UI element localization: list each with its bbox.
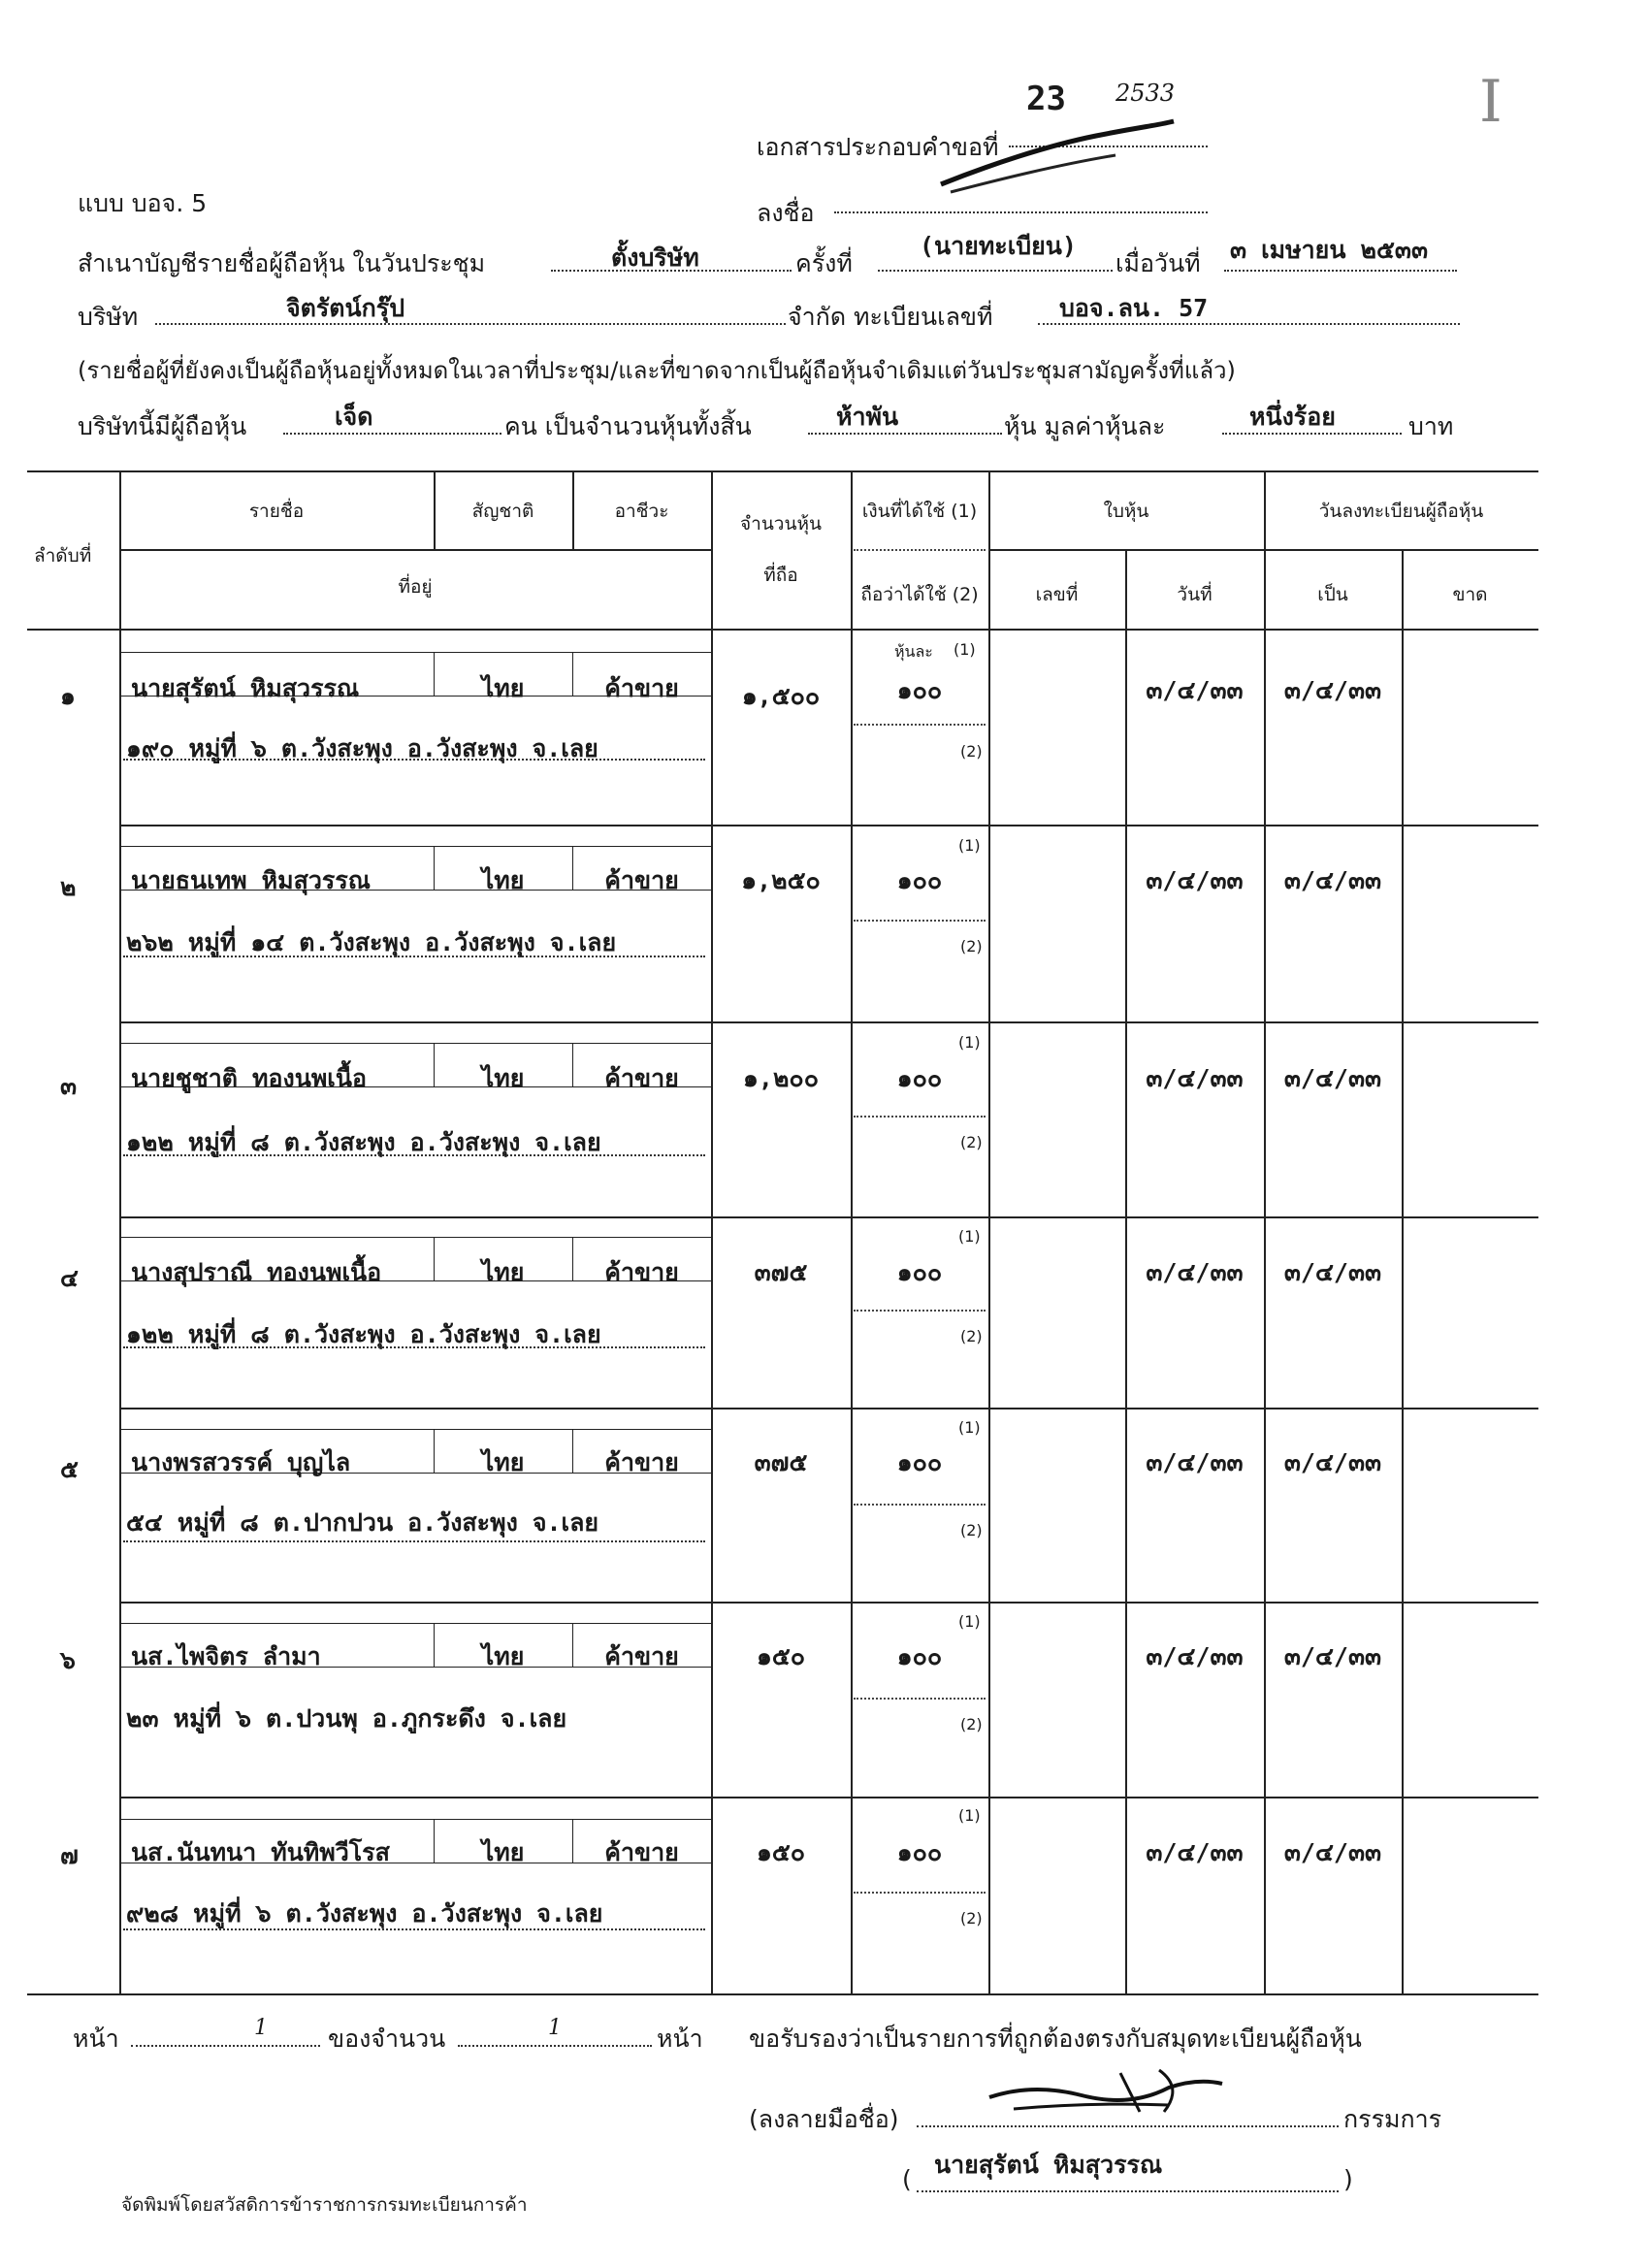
times-label: ครั้งที่ <box>795 249 853 277</box>
row-mark2: (2) <box>960 1327 983 1345</box>
par-value: หนึ่งร้อย <box>1249 403 1336 431</box>
row-shares: ๓๗๕ <box>754 1258 808 1286</box>
row-seq: ๗ <box>60 1841 79 1869</box>
row-paid: ๑๐๐ <box>896 1838 943 1866</box>
row-name: นายธนเทพ หิมสุวรรณ <box>131 866 371 894</box>
header-shares: จำนวนหุ้น <box>740 513 822 535</box>
row-mark1: (1) <box>958 836 981 855</box>
header-cert-date: วันที่ <box>1177 584 1212 605</box>
footer-paren-close: ) <box>1343 2165 1353 2193</box>
footer-signer-name: นายสุรัตน์ หิมสุวรรณ <box>934 2151 1163 2179</box>
doc-sign-label: ลงชื่อ <box>757 199 815 227</box>
row-cert-date: ๓/๔/๓๓ <box>1146 1258 1244 1286</box>
row-cert-date: ๓/๔/๓๓ <box>1146 1448 1244 1476</box>
row-nationality: ไทย <box>481 674 525 702</box>
doc-ref-number: 23 <box>1026 80 1066 118</box>
row-per-share-label: หุ้นละ <box>894 642 933 661</box>
row-became: ๓/๔/๓๓ <box>1283 1838 1382 1866</box>
row-name: นส.ไพจิตร ลำมา <box>131 1642 321 1670</box>
row-nationality: ไทย <box>481 1642 525 1670</box>
row-became: ๓/๔/๓๓ <box>1283 1642 1382 1670</box>
footer-director-label: กรรมการ <box>1343 2105 1442 2133</box>
persons-label: คน เป็นจำนวนหุ้นทั้งสิ้น <box>504 412 752 440</box>
row-seq: ๑ <box>60 682 76 710</box>
row-address: ๑๙๐ หมู่ที่ ๖ ต.วังสะพุง อ.วังสะพุง จ.เลย <box>126 734 598 762</box>
row-address: ๒๖๒ หมู่ที่ ๑๔ ต.วังสะพุง อ.วังสะพุง จ.เลย <box>126 928 617 956</box>
row-mark2: (2) <box>960 1715 983 1733</box>
limited-label: จำกัด ทะเบียนเลขที่ <box>788 303 993 331</box>
footer-of-total-label: ของจำนวน <box>328 2025 446 2053</box>
header-paid1: เงินที่ได้ใช้ (1) <box>861 501 978 522</box>
holders-label: บริษัทนี้มีผู้ถือหุ้น <box>78 412 247 440</box>
header-certificate: ใบหุ้น <box>1103 501 1149 522</box>
row-mark1: (1) <box>958 1612 981 1631</box>
row-mark2: (2) <box>960 1521 983 1539</box>
stamp-signature <box>931 107 1183 199</box>
row-paid: ๑๐๐ <box>896 1448 943 1476</box>
header-address: ที่อยู่ <box>398 576 433 598</box>
row-became: ๓/๔/๓๓ <box>1283 676 1382 704</box>
row-mark2: (2) <box>960 742 983 761</box>
header-seq: ลำดับที่ <box>34 545 92 567</box>
row-paid: ๑๐๐ <box>896 1642 943 1670</box>
row-seq: ๕ <box>60 1455 79 1483</box>
row-cert-date: ๓/๔/๓๓ <box>1146 1642 1244 1670</box>
row-nationality: ไทย <box>481 1838 525 1866</box>
row-seq: ๔ <box>60 1264 79 1292</box>
row-address: ๙๒๘ หมู่ที่ ๖ ต.วังสะพุง อ.วังสะพุง จ.เลย <box>126 1899 603 1928</box>
row-address: ๑๒๒ หมู่ที่ ๘ ต.วังสะพุง อ.วังสะพุง จ.เลย <box>126 1320 601 1348</box>
row-mark1: (1) <box>958 1227 981 1246</box>
row-address: ๕๔ หมู่ที่ ๘ ต.ปากปวน อ.วังสะพุง จ.เลย <box>126 1508 599 1537</box>
row-mark1: (1) <box>958 1806 981 1825</box>
row-shares: ๓๗๕ <box>754 1448 808 1476</box>
row-cert-date: ๓/๔/๓๓ <box>1146 676 1244 704</box>
row-mark1: (1) <box>954 640 976 659</box>
date-label: เมื่อวันที่ <box>1116 249 1201 277</box>
meeting-type: ตั้งบริษัท <box>611 243 699 272</box>
row-address: ๑๒๒ หมู่ที่ ๘ ต.วังสะพุง อ.วังสะพุง จ.เลย <box>126 1128 601 1156</box>
row-name: นายชูชาติ ทองนพเนื้อ <box>131 1064 367 1092</box>
footer-page-number: 1 <box>254 2016 268 2040</box>
header-nationality: สัญชาติ <box>471 501 534 522</box>
row-name: นางสุปราณี ทองนพเนื้อ <box>131 1258 382 1286</box>
header-occupation: อาชีวะ <box>614 501 669 522</box>
row-shares: ๑๕๐ <box>756 1838 806 1866</box>
row-seq: ๓ <box>60 1072 78 1100</box>
footer-page-label: หน้า <box>73 2025 119 2053</box>
row-name: นางพรสวรรค์ บุญไล <box>131 1448 351 1476</box>
form-code: แบบ บอจ. 5 <box>78 189 208 217</box>
doc-ref-label: เอกสารประกอบคำขอที่ <box>757 133 999 161</box>
row-occupation: ค้าขาย <box>604 674 679 702</box>
row-shares: ๑,๕๐๐ <box>741 682 821 710</box>
row-name: นายสุรัตน์ หิมสุวรรณ <box>131 674 360 702</box>
header-ceased: ขาด <box>1452 584 1488 605</box>
row-nationality: ไทย <box>481 1064 525 1092</box>
footer-paren-open: ( <box>902 2165 912 2193</box>
company-name: จิตรัตน์กรุ๊ป <box>286 294 405 322</box>
row-became: ๓/๔/๓๓ <box>1283 1448 1382 1476</box>
doc-ref-year: 2533 <box>1116 80 1176 107</box>
footer-certification: ขอรับรองว่าเป็นรายการที่ถูกต้องตรงกับสมุดทะเบียนผู้ถือหุ้น <box>749 2025 1362 2053</box>
par-label: หุ้น มูลค่าหุ้นละ <box>1004 412 1166 440</box>
row-paid: ๑๐๐ <box>896 1258 943 1286</box>
baht-label: บาท <box>1408 412 1454 440</box>
times-value: (นายทะเบียน) <box>920 232 1077 260</box>
row-nationality: ไทย <box>481 866 525 894</box>
row-paid: ๑๐๐ <box>896 676 943 704</box>
footer-page-suffix: หน้า <box>657 2025 703 2053</box>
row-occupation: ค้าขาย <box>604 866 679 894</box>
total-shares: ห้าพัน <box>836 403 899 431</box>
row-shares: ๑,๒๕๐ <box>741 866 821 894</box>
header-name: รายชื่อ <box>248 501 305 522</box>
row-paid: ๑๐๐ <box>896 866 943 894</box>
row-cert-date: ๓/๔/๓๓ <box>1146 1064 1244 1092</box>
row-address: ๒๓ หมู่ที่ ๖ ต.ปวนพุ อ.ภูกระดึง จ.เลย <box>126 1704 567 1733</box>
footer-printer: จัดพิมพ์โดยสวัสดิการข้าราชการกรมทะเบียนการค้า <box>121 2194 528 2216</box>
company-label: บริษัท <box>78 303 139 331</box>
registration-number: บอจ.ลน. 57 <box>1059 294 1209 322</box>
row-shares: ๑๕๐ <box>756 1642 806 1670</box>
row-occupation: ค้าขาย <box>604 1838 679 1866</box>
row-nationality: ไทย <box>481 1258 525 1286</box>
row-became: ๓/๔/๓๓ <box>1283 866 1382 894</box>
row-cert-date: ๓/๔/๓๓ <box>1146 1838 1244 1866</box>
row-shares: ๑,๒๐๐ <box>743 1064 819 1092</box>
date-value: ๓ เมษายน ๒๕๓๓ <box>1230 236 1429 264</box>
row-occupation: ค้าขาย <box>604 1258 679 1286</box>
row-seq: ๖ <box>60 1646 76 1674</box>
row-became: ๓/๔/๓๓ <box>1283 1064 1382 1092</box>
row-became: ๓/๔/๓๓ <box>1283 1258 1382 1286</box>
header-paid2: ถือว่าได้ใช้ (2) <box>860 584 979 605</box>
row-cert-date: ๓/๔/๓๓ <box>1146 866 1244 894</box>
header-became: เป็น <box>1317 584 1348 605</box>
row-mark2: (2) <box>960 1133 983 1151</box>
row-mark1: (1) <box>958 1418 981 1437</box>
row-nationality: ไทย <box>481 1448 525 1476</box>
footer-sign-label: (ลงลายมือชื่อ) <box>749 2105 899 2133</box>
row-mark2: (2) <box>960 937 983 956</box>
row-occupation: ค้าขาย <box>604 1642 679 1670</box>
header-cert-no: เลขที่ <box>1035 584 1079 605</box>
row-occupation: ค้าขาย <box>604 1064 679 1092</box>
row-seq: ๒ <box>60 873 77 901</box>
row-mark2: (2) <box>960 1909 983 1928</box>
header-note: (รายชื่อผู้ที่ยังคงเป็นผู้ถือหุ้นอยู่ทั้งหมดในเวลาที่ประชุม/และที่ขาดจากเป็นผู้ถือหุ้นจำเดิมแต่วันประชุมสามัญครั้งที่แล้ว) <box>78 357 1236 384</box>
holders-count: เจ็ด <box>335 403 373 431</box>
header-line1-prefix: สำเนาบัญชีรายชื่อผู้ถือหุ้น ในวันประชุม <box>78 249 486 277</box>
director-signature <box>975 2058 1237 2126</box>
row-mark1: (1) <box>958 1033 981 1052</box>
header-register: วันลงทะเบียนผู้ถือหุ้น <box>1318 501 1484 522</box>
row-name: นส.นันทนา ทันทิพวีโรส <box>131 1838 390 1866</box>
header-held: ที่ถือ <box>763 565 798 586</box>
corner-mark: I <box>1479 68 1503 136</box>
row-paid: ๑๐๐ <box>896 1064 943 1092</box>
footer-total-pages: 1 <box>548 2016 562 2040</box>
row-occupation: ค้าขาย <box>604 1448 679 1476</box>
